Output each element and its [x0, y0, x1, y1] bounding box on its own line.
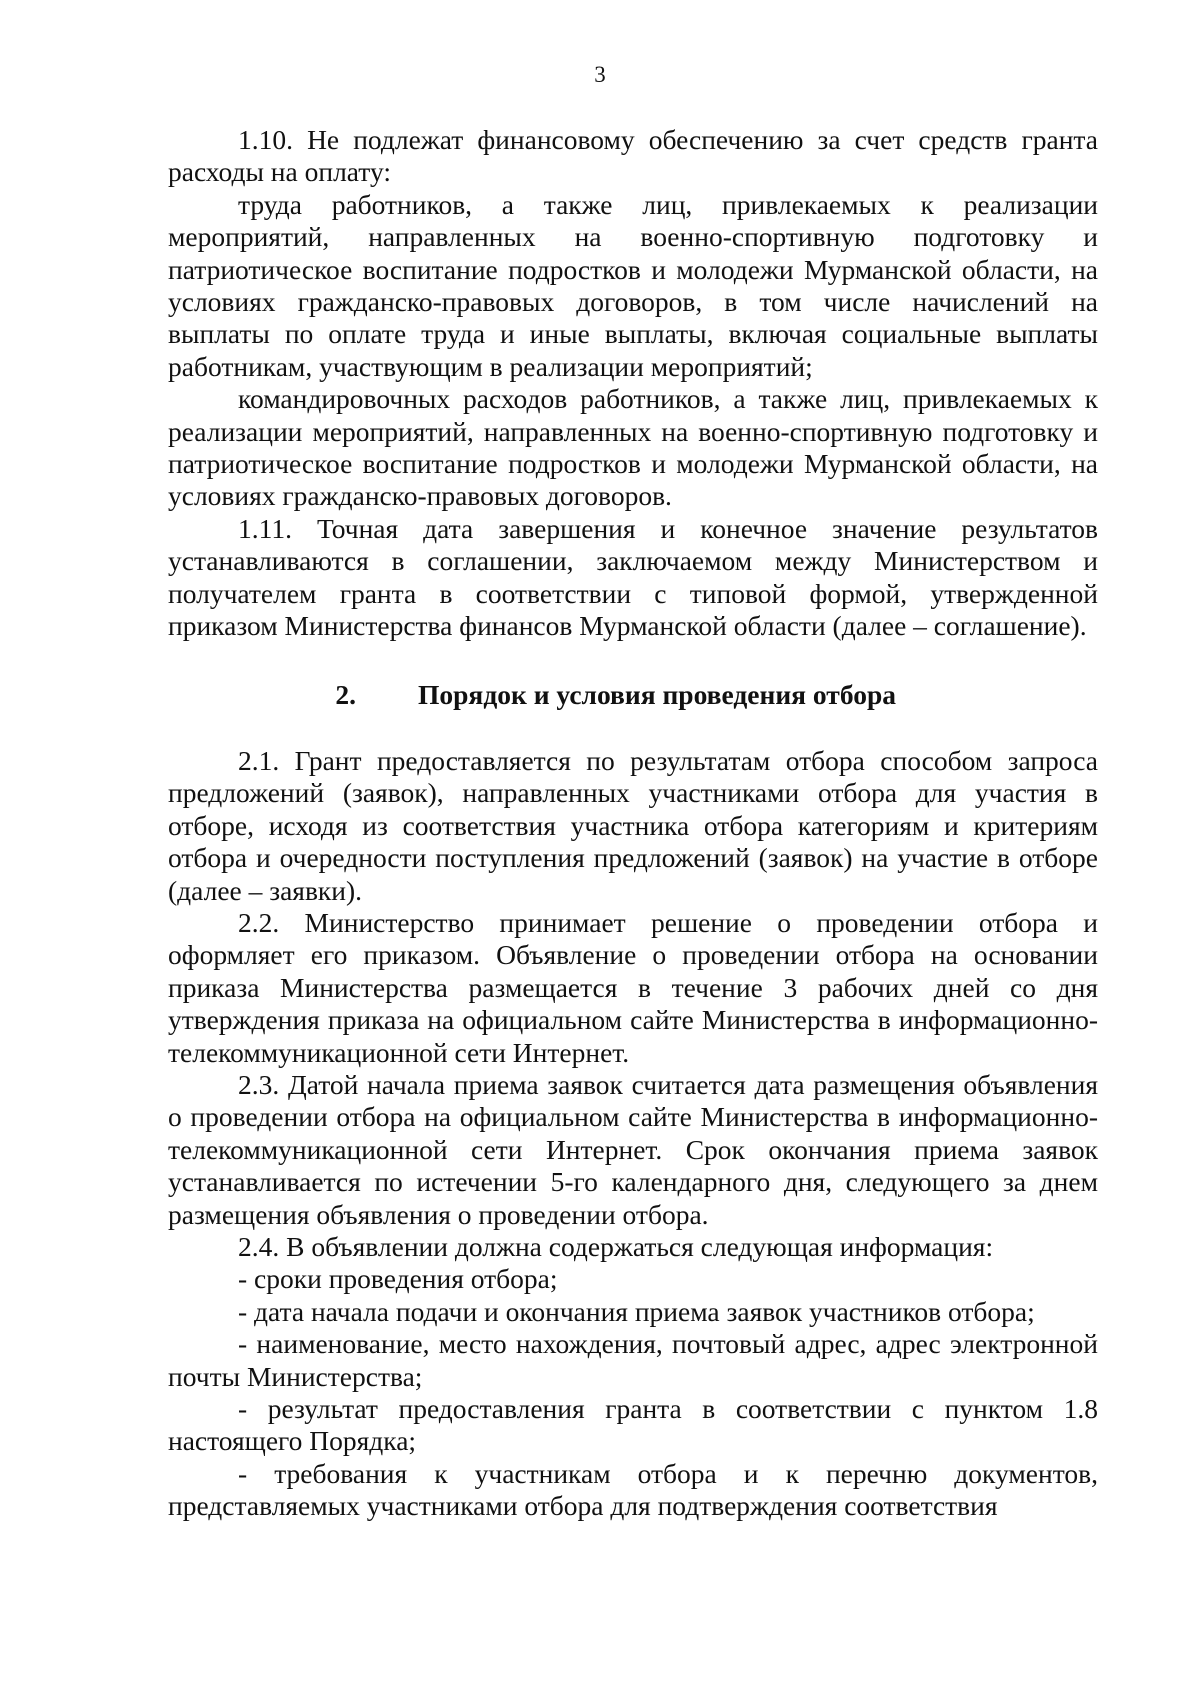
list-item: - сроки проведения отбора;: [238, 1263, 558, 1295]
list-item: - результат предоставления гранта в соответствии с пунктом 1.8 настоящего Порядка;: [168, 1393, 1098, 1457]
paragraph-2-1: 2.1. Грант предоставляется по результатам отбора способом запроса предложений (заявок), направленных участниками отбора для участия в отборе, исходя из соответствия участника отбора категориям и критериям отбора и очередности поступления предложений (заявок) на участие в отборе (далее – заявки).: [168, 744, 1098, 906]
paragraph-2-3: 2.3. Датой начала приема заявок считается дата размещения объявления о проведении отбора на официальном сайте Министерства в информационно-телекоммуникационной сети Интернет. Срок окончания приема заявок устанавливается по истечении 5-го календарного дня, следующего за днем размещения объявления о проведении отбора.: [168, 1068, 1098, 1230]
list-item: - наименование, место нахождения, почтовый адрес, адрес электронной почты Министерства;: [168, 1328, 1098, 1392]
paragraph-1-10: 1.10. Не подлежат финансовому обеспечению за счет средств гранта расходы на оплату:: [168, 124, 1098, 188]
paragraph-labor-costs: труда работников, а также лиц, привлекаемых к реализации мероприятий, направленных на военно-спортивную подготовку и патриотическое воспитание подростков и молодежи Мурманской области, на условиях гражданско-правовых договоров, в том числе начислений на выплаты по оплате труда и иные выплаты, включая социальные выплаты работникам, участвующим в реализации мероприятий;: [168, 188, 1098, 382]
list-item: - дата начала подачи и окончания приема заявок участников отбора;: [238, 1295, 1035, 1327]
section-title: Порядок и условия проведения отбора: [418, 678, 897, 710]
document-body: [168, 124, 1098, 1523]
page-number: 3: [594, 62, 606, 87]
paragraph-2-2: 2.2. Министерство принимает решение о проведении отбора и оформляет его приказом. Объявление о проведении отбора на основании приказа Министерства размещается в течение 3 рабочих дней со дня утверждения приказа на официальном сайте Министерства в информационно-телекоммуникационной сети Интернет.: [168, 906, 1098, 1068]
section-number: 2.: [335, 678, 356, 710]
paragraph-2-4: 2.4. В объявлении должна содержаться следующая информация:: [238, 1231, 994, 1262]
list-item: - требования к участникам отбора и к перечню документов, представляемых участниками отбора для подтверждения соответствия: [168, 1457, 1098, 1522]
paragraph-travel-costs: командировочных расходов работников, а также лиц, привлекаемых к реализации мероприятий, направленных на военно-спортивную подготовку и патриотическое воспитание подростков и молодежи Мурманской области, на условиях гражданско-правовых договоров.: [168, 383, 1098, 512]
section-heading: [168, 679, 1098, 711]
paragraph-1-11: 1.11. Точная дата завершения и конечное значение результатов устанавливаются в соглашении, заключаемом между Министерством и получателем гранта в соответствии с типовой формой, утвержденной приказом Министерства финансов Мурманской области (далее – соглашение).: [168, 512, 1098, 642]
